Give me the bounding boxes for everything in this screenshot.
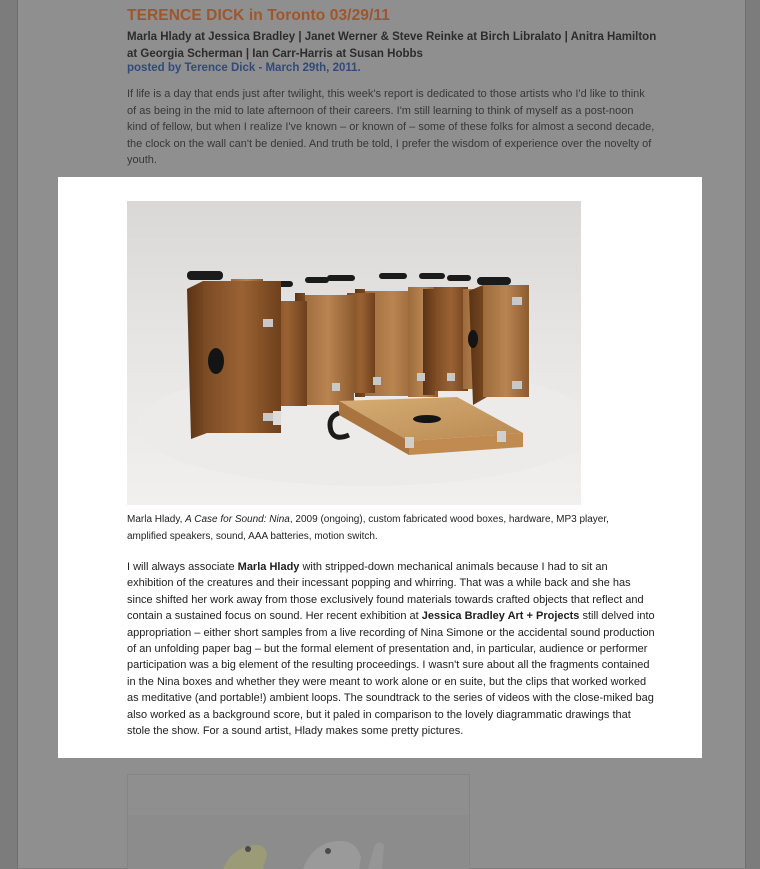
body-text-3: still delved into appropriation – either short samples from a live recording of Nina Simone or the accidental sound production of an unfolding paper bag – but the formal element of presentation and, in particular, audience or performer participation was a big element of the resulting proceedings. I wasn't sure about all the fragments contained in the Nina boxes and whether they were meant to work alone or en suite, but the clips that worked worked as meditative (and portable!) ambient loops. The soundtrack to the series of videos with the close-miked bag also worked as a background score, but it paled in comparison to the lovely diagrammatic drawings that stole the show. For a sound artist, Hlady makes some pretty pictures. [127,610,655,738]
post-intro: If life is a day that ends just after twilight, this week's report is dedicated to those artists who I'd like to think of as being in the mid to late afternoon of their careers. I'm still learning to think of myself as a post-noon kind of fellow, but when I realize I've known – or known of – some of these folks for almost a second decade, the clock on the wall can't be denied. And truth be told, I prefer the wisdom of experience over the novelty of youth. [127,88,655,166]
post-title[interactable]: TERENCE DICK in Toronto 03/29/11 [127,7,391,24]
next-post-image[interactable] [127,774,470,869]
post-subtitle: Marla Hlady at Jessica Bradley | Janet Werner & Steve Reinke at Birch Libralato | Anitra Hamilton at Georgia Scherman | Ian Carr-Harris at Susan Hobbs [127,31,657,60]
wooden-sound-boxes-image [127,201,581,505]
artist-name: Marla Hlady [237,561,300,573]
image-lightbox[interactable] [58,177,702,758]
body-text-1: I will always associate [127,561,238,573]
artwork-photo[interactable] [127,201,581,505]
caption-work-title: A Case for Sound: Nina [185,514,290,525]
body-text-2: with stripped-down mechanical animals because I had to sit an exhibition of the creatures and their incessant popping and whirring. That was a while back and she has since shifted her work away from those exclusively found materials towards crafted objects that reflect and contain a sustained focus on sound. Her recent exhibition at [127,561,644,623]
gallery-name: Jessica Bradley Art + Projects [421,610,580,623]
drawing-thumbnail-image [128,775,469,869]
caption-details: , 2009 (ongoing), custom fabricated wood boxes, hardware, MP3 player, amplified speakers, sound, AAA batteries, motion switch. [127,514,609,542]
caption-artist: Marla Hlady, [127,514,186,525]
image-caption [127,511,647,545]
article-body [127,559,655,739]
post-byline[interactable]: posted by Terence Dick - March 29th, 2011. [127,62,361,74]
